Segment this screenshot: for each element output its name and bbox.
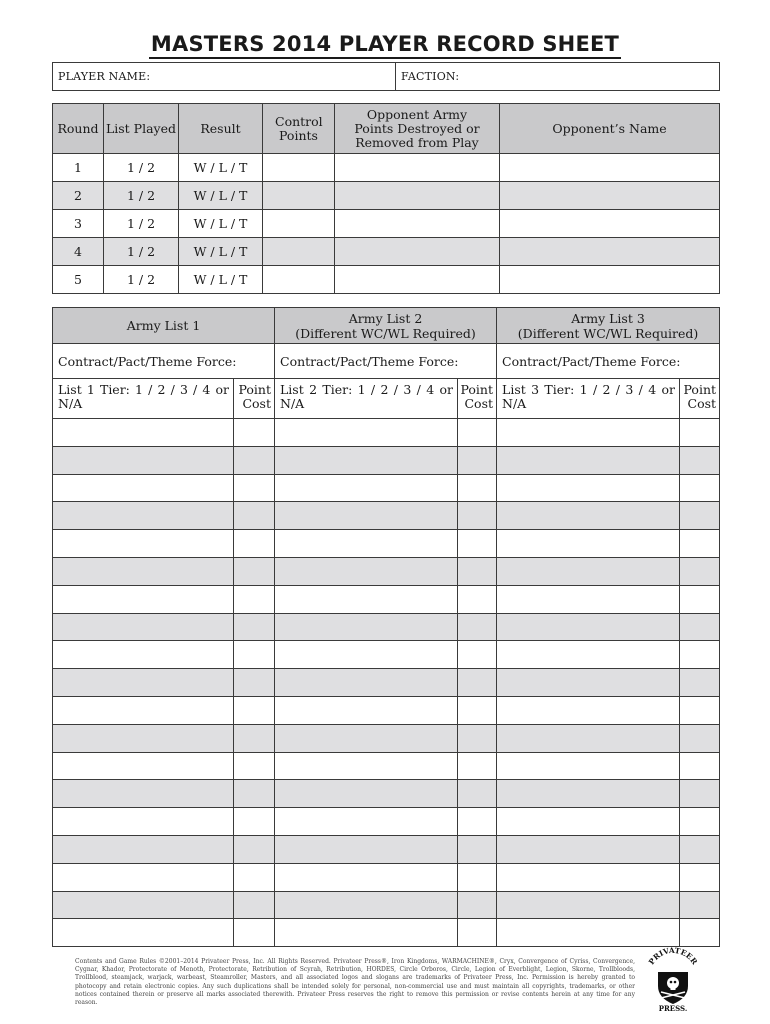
list-3-model-cell[interactable] [497,641,680,669]
result[interactable]: W / L / T [179,266,263,294]
list-played[interactable]: 1 / 2 [104,154,179,182]
list-2-cost-cell[interactable] [458,752,497,780]
control-points-cell[interactable] [263,266,335,294]
list-3-model-cell[interactable] [497,780,680,808]
player-name-field[interactable] [53,63,396,91]
header-result: Result [179,104,263,154]
list-3-model-cell[interactable] [497,891,680,919]
player-info-table [52,62,720,91]
opponent-points-cell[interactable] [335,154,500,182]
round-row [53,266,720,294]
opponent-name-cell[interactable] [500,182,720,210]
army-entry-row [53,696,720,724]
list-3-model-cell[interactable] [497,613,680,641]
list-2-model-cell[interactable] [275,724,458,752]
opponent-name-cell[interactable] [500,266,720,294]
list-3-cost-cell[interactable] [680,919,720,947]
list-1-model-cell[interactable] [53,446,234,474]
control-points-cell[interactable] [263,182,335,210]
army-list-2-subtitle: (Different WC/WL Required) [295,325,476,341]
list-1-cost-cell[interactable] [234,557,275,585]
army-list-3-header [497,308,720,344]
list-1-model-cell[interactable] [53,835,234,863]
point-label: Point [683,382,717,397]
list-3-cost-cell[interactable] [680,752,720,780]
list-2-model-cell[interactable] [275,613,458,641]
opponent-name-cell[interactable] [500,210,720,238]
list-3-cost-cell[interactable] [680,446,720,474]
list-2-model-cell[interactable] [275,502,458,530]
opponent-name-cell[interactable] [500,238,720,266]
round-row [53,238,720,266]
result[interactable]: W / L / T [179,182,263,210]
list-2-model-cell[interactable] [275,891,458,919]
list-3-model-cell[interactable] [497,724,680,752]
army-entry-row [53,502,720,530]
list-1-cost-cell[interactable] [234,919,275,947]
list-2-cost-cell[interactable] [458,835,497,863]
list-2-cost-cell[interactable] [458,585,497,613]
round-number: 3 [53,210,104,238]
list-1-model-cell[interactable] [53,557,234,585]
list-1-cost-cell[interactable] [234,808,275,836]
point-cost-header [458,379,497,419]
list-2-model-cell[interactable] [275,641,458,669]
opponent-points-cell[interactable] [335,266,500,294]
cost-label: Cost [242,396,271,411]
list-3-contract-field[interactable] [497,344,720,379]
list-1-cost-cell[interactable] [234,419,275,447]
army-entry-row [53,808,720,836]
army-entry-row [53,557,720,585]
list-1-model-cell[interactable] [53,863,234,891]
point-label: Point [238,382,271,397]
list-2-cost-cell[interactable] [458,419,497,447]
list-2-model-cell[interactable] [275,696,458,724]
header-control-points: Control Points [263,104,335,154]
list-1-cost-cell[interactable] [234,613,275,641]
list-1-cost-cell[interactable] [234,835,275,863]
army-entry-rows [53,419,720,947]
opponent-points-cell[interactable] [335,238,500,266]
army-entry-row [53,530,720,558]
list-2-cost-cell[interactable] [458,891,497,919]
list-3-cost-cell[interactable] [680,419,720,447]
list-2-cost-cell[interactable] [458,446,497,474]
list-played[interactable]: 1 / 2 [104,238,179,266]
list-1-cost-cell[interactable] [234,474,275,502]
list-3-model-cell[interactable] [497,530,680,558]
list-3-cost-cell[interactable] [680,863,720,891]
player-name-label: PLAYER NAME: [58,70,151,83]
army-entry-row [53,669,720,697]
list-1-model-cell[interactable] [53,752,234,780]
list-2-model-cell[interactable] [275,530,458,558]
list-1-model-cell[interactable] [53,613,234,641]
list-3-cost-cell[interactable] [680,530,720,558]
list-3-model-cell[interactable] [497,419,680,447]
army-entry-row [53,474,720,502]
list-1-model-cell[interactable] [53,780,234,808]
round-row [53,182,720,210]
list-3-cost-cell[interactable] [680,808,720,836]
control-points-cell[interactable] [263,238,335,266]
point-label: Point [460,382,494,397]
list-3-tier[interactable]: List 3 Tier: 1 / 2 / 3 / 4 or N/A [497,379,680,419]
list-3-model-cell[interactable] [497,863,680,891]
list-1-tier[interactable]: List 1 Tier: 1 / 2 / 3 / 4 or N/A [53,379,234,419]
list-2-cost-cell[interactable] [458,669,497,697]
army-entry-row [53,835,720,863]
army-lists-table [52,307,720,947]
list-1-cost-cell[interactable] [234,891,275,919]
list-3-cost-cell[interactable] [680,669,720,697]
control-points-cell[interactable] [263,154,335,182]
list-2-model-cell[interactable] [275,808,458,836]
army-entry-row [53,780,720,808]
result[interactable]: W / L / T [179,154,263,182]
army-entry-row [53,419,720,447]
list-2-cost-cell[interactable] [458,641,497,669]
list-3-cost-cell[interactable] [680,585,720,613]
army-list-2-title: Army List 2 [348,310,423,326]
list-2-cost-cell[interactable] [458,474,497,502]
list-1-model-cell[interactable] [53,696,234,724]
opponent-points-cell[interactable] [335,210,500,238]
list-3-model-cell[interactable] [497,502,680,530]
round-number: 5 [53,266,104,294]
round-number: 1 [53,154,104,182]
army-list-2-header [275,308,497,344]
list-3-model-cell[interactable] [497,474,680,502]
list-3-cost-cell[interactable] [680,557,720,585]
list-1-model-cell[interactable] [53,530,234,558]
list-3-cost-cell[interactable] [680,502,720,530]
list-3-model-cell[interactable] [497,808,680,836]
result[interactable]: W / L / T [179,238,263,266]
point-cost-header [234,379,275,419]
list-1-model-cell[interactable] [53,474,234,502]
list-2-cost-cell[interactable] [458,724,497,752]
copyright-notice: Contents and Game Rules ©2001–2014 Privateer Press, Inc. All Rights Reserved. Privateer Press®, Iron Kingdoms, WARMACHINE®, Cryx, Convergence of Cyriss, Convergence, Cygnar, Khador, Protectorate of Menoth, Protectorate, Retribution of Scyrah, Retribution, HORDES, Circle Orboros, Circle, Legion of Everblight, Legion, Skorne, Trollbloods, Trollblood, steamjack, warjack, warbeast, Steamroller, Masters, and all associated logos and slogans are trademarks of Privateer Press, Inc. Permission is hereby granted to photocopy and retain electronic copies. Any such duplications shall be intended solely for personal, non-commercial use and must maintain all copyrights, trademarks, or other notices contained therein or preserve all marks associated therewith. Privateer Press reserves the right to remove this permission or revise contents herein at any time for any reason. [75,958,635,1007]
cost-label: Cost [464,396,494,411]
army-list-1-title: Army List 1 [126,318,201,333]
faction-label: FACTION: [401,70,460,83]
opponent-points-cell[interactable] [335,182,500,210]
round-row [53,210,720,238]
list-1-model-cell[interactable] [53,419,234,447]
list-2-model-cell[interactable] [275,835,458,863]
army-entry-row [53,891,720,919]
list-1-model-cell[interactable] [53,669,234,697]
rounds-table [52,103,720,294]
header-list-played: List Played [104,104,179,154]
list-1-cost-cell[interactable] [234,446,275,474]
list-2-model-cell[interactable] [275,474,458,502]
army-entry-row [53,724,720,752]
list-3-cost-cell[interactable] [680,891,720,919]
list-played[interactable]: 1 / 2 [104,210,179,238]
list-3-cost-cell[interactable] [680,696,720,724]
list-1-model-cell[interactable] [53,919,234,947]
list-3-cost-cell[interactable] [680,641,720,669]
contract-label: Contract/Pact/Theme Force: [58,353,237,369]
army-entry-row [53,585,720,613]
round-row [53,154,720,182]
list-2-cost-cell[interactable] [458,613,497,641]
list-2-model-cell[interactable] [275,557,458,585]
list-2-cost-cell[interactable] [458,863,497,891]
list-3-cost-cell[interactable] [680,613,720,641]
army-entry-row [53,919,720,947]
opponent-name-cell[interactable] [500,154,720,182]
army-entry-row [53,863,720,891]
list-1-cost-cell[interactable] [234,585,275,613]
list-1-cost-cell[interactable] [234,724,275,752]
list-3-cost-cell[interactable] [680,724,720,752]
list-3-model-cell[interactable] [497,752,680,780]
list-3-model-cell[interactable] [497,835,680,863]
list-2-cost-cell[interactable] [458,780,497,808]
list-3-model-cell[interactable] [497,557,680,585]
list-1-model-cell[interactable] [53,724,234,752]
list-3-cost-cell[interactable] [680,474,720,502]
privateer-press-logo [644,946,702,1012]
svg-text:PRIVATEER [647,946,700,967]
header-opponent-points: Opponent Army Points Destroyed or Removed from Play [335,104,500,154]
army-list-3-subtitle: (Different WC/WL Required) [517,325,699,341]
list-1-model-cell[interactable] [53,891,234,919]
list-3-model-cell[interactable] [497,446,680,474]
list-2-cost-cell[interactable] [458,919,497,947]
army-entry-row [53,613,720,641]
list-1-model-cell[interactable] [53,585,234,613]
army-entry-row [53,641,720,669]
list-1-cost-cell[interactable] [234,669,275,697]
list-2-contract-field[interactable] [275,344,497,379]
list-3-cost-cell[interactable] [680,780,720,808]
army-list-1-header [53,308,275,344]
cost-label: Cost [687,396,717,411]
list-3-model-cell[interactable] [497,585,680,613]
faction-field[interactable] [396,63,720,91]
list-1-contract-field[interactable] [53,344,275,379]
list-1-cost-cell[interactable] [234,696,275,724]
list-3-model-cell[interactable] [497,669,680,697]
list-2-model-cell[interactable] [275,446,458,474]
list-1-cost-cell[interactable] [234,530,275,558]
contract-label: Contract/Pact/Theme Force: [280,353,459,369]
list-2-model-cell[interactable] [275,919,458,947]
list-2-model-cell[interactable] [275,780,458,808]
logo-top-text: PRIVATEER [646,946,700,967]
round-number: 2 [53,182,104,210]
list-2-model-cell[interactable] [275,863,458,891]
list-3-model-cell[interactable] [497,696,680,724]
list-3-model-cell[interactable] [497,919,680,947]
list-2-model-cell[interactable] [275,419,458,447]
list-played[interactable]: 1 / 2 [104,182,179,210]
list-1-model-cell[interactable] [53,808,234,836]
round-number: 4 [53,238,104,266]
header-round: Round [53,104,104,154]
list-1-model-cell[interactable] [53,641,234,669]
logo-bottom-text: PRESS. [658,1004,688,1012]
army-entry-row [53,752,720,780]
list-2-cost-cell[interactable] [458,502,497,530]
list-2-model-cell[interactable] [275,669,458,697]
list-1-model-cell[interactable] [53,502,234,530]
list-2-cost-cell[interactable] [458,696,497,724]
list-2-cost-cell[interactable] [458,530,497,558]
list-3-cost-cell[interactable] [680,835,720,863]
army-entry-row [53,446,720,474]
army-list-3-title: Army List 3 [571,310,645,326]
contract-label: Contract/Pact/Theme Force: [502,353,681,369]
control-points-cell[interactable] [263,210,335,238]
list-2-model-cell[interactable] [275,752,458,780]
list-1-cost-cell[interactable] [234,863,275,891]
list-played[interactable]: 1 / 2 [104,266,179,294]
result[interactable]: W / L / T [179,210,263,238]
list-2-cost-cell[interactable] [458,557,497,585]
list-2-model-cell[interactable] [275,585,458,613]
header-opponent-name: Opponent’s Name [500,104,720,154]
list-1-cost-cell[interactable] [234,752,275,780]
list-2-cost-cell[interactable] [458,808,497,836]
list-1-cost-cell[interactable] [234,780,275,808]
page-title: MASTERS 2014 PLAYER RECORD SHEET [0,32,770,56]
list-2-tier[interactable]: List 2 Tier: 1 / 2 / 3 / 4 or N/A [275,379,458,419]
point-cost-header [680,379,720,419]
list-1-cost-cell[interactable] [234,502,275,530]
list-1-cost-cell[interactable] [234,641,275,669]
